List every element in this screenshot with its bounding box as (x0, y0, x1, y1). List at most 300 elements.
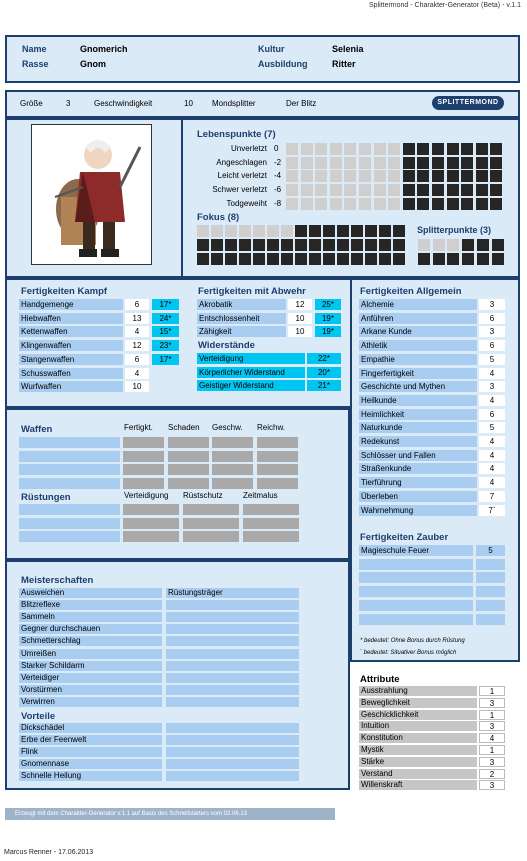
magic-skill-value[interactable] (476, 614, 505, 625)
health-box[interactable] (359, 198, 371, 210)
armor-stat-cell[interactable] (123, 504, 179, 515)
health-box[interactable] (432, 170, 444, 182)
armor-stat-cell[interactable] (183, 531, 239, 542)
weapon-stat-cell[interactable] (123, 451, 164, 462)
training-value: Ritter (332, 59, 356, 69)
mastery-item-right[interactable] (166, 636, 299, 646)
combat-skill-name: Kettenwaffen (19, 326, 123, 337)
health-box[interactable] (403, 170, 415, 182)
health-box[interactable] (286, 143, 298, 155)
advantage-empty[interactable] (166, 747, 299, 757)
health-box[interactable] (315, 143, 327, 155)
combat-skill-value: 24* (152, 313, 179, 324)
general-skill-value: 6 (479, 340, 505, 351)
mastery-item-left: Umreißen (19, 649, 162, 659)
health-level-label: Schwer verletzt (212, 185, 267, 195)
armor-name-cell[interactable] (19, 531, 120, 542)
armor-stat-cell[interactable] (183, 504, 239, 515)
weapon-stat-cell[interactable] (168, 437, 209, 448)
attribute-name: Verstand (359, 769, 477, 779)
focus-box[interactable] (197, 253, 209, 265)
focus-box[interactable] (379, 239, 391, 251)
focus-box[interactable] (225, 239, 237, 251)
magic-skill-name[interactable] (359, 559, 473, 570)
health-box[interactable] (432, 198, 444, 210)
health-box[interactable] (301, 157, 313, 169)
defense-skill-name: Zähigkeit (197, 326, 286, 337)
health-box[interactable] (403, 157, 415, 169)
splitter-box[interactable] (492, 239, 504, 251)
health-box[interactable] (374, 170, 386, 182)
weapon-stat-cell[interactable] (257, 478, 298, 489)
splitter-box[interactable] (418, 239, 430, 251)
weapon-stat-cell[interactable] (168, 451, 209, 462)
focus-box[interactable] (267, 239, 279, 251)
health-box[interactable] (490, 170, 502, 182)
general-skill-value: 6 (479, 409, 505, 420)
health-box[interactable] (374, 198, 386, 210)
focus-box[interactable] (197, 239, 209, 251)
focus-box[interactable] (365, 225, 377, 237)
splitter-box[interactable] (447, 239, 459, 251)
weapon-col-reach: Reichw. (257, 423, 286, 432)
defense-skill-points: 10 (288, 326, 312, 337)
focus-box[interactable] (295, 253, 307, 265)
combat-skill-points: 10 (125, 381, 149, 392)
focus-box[interactable] (379, 225, 391, 237)
weapon-stat-cell[interactable] (123, 464, 164, 475)
health-box[interactable] (490, 157, 502, 169)
health-box[interactable] (315, 198, 327, 210)
combat-skill-value: 23* (152, 340, 179, 351)
armor-col-protection: Rüstschutz (183, 491, 223, 500)
focus-box[interactable] (351, 253, 363, 265)
combat-skill-name: Stangenwaffen (19, 354, 123, 365)
health-level-label: Angeschlagen (216, 157, 267, 167)
mastery-item-right[interactable] (166, 673, 299, 683)
focus-box[interactable] (225, 253, 237, 265)
health-box[interactable] (490, 184, 502, 196)
health-box[interactable] (447, 184, 459, 196)
defense-skill-name: Akrobatik (197, 299, 286, 310)
mastery-item-left: Sammeln (19, 612, 162, 622)
health-box[interactable] (315, 184, 327, 196)
defense-skill-points: 12 (288, 299, 312, 310)
general-skill-value: 4 (479, 477, 505, 488)
health-box[interactable] (476, 170, 488, 182)
moon-label: Mondsplitter (212, 99, 256, 108)
health-box[interactable] (286, 157, 298, 169)
advantage-empty[interactable] (166, 759, 299, 769)
magic-skill-value[interactable] (476, 559, 505, 570)
attribute-name: Mystik (359, 745, 477, 755)
armor-stat-cell[interactable] (183, 518, 239, 529)
health-box[interactable] (476, 157, 488, 169)
health-box[interactable] (461, 184, 473, 196)
health-box[interactable] (301, 143, 313, 155)
health-box[interactable] (403, 198, 415, 210)
weapon-stat-cell[interactable] (212, 437, 253, 448)
focus-box[interactable] (211, 225, 223, 237)
focus-box[interactable] (295, 225, 307, 237)
health-box[interactable] (461, 157, 473, 169)
weapon-stat-cell[interactable] (168, 464, 209, 475)
armor-col-penalty: Zeitmalus (243, 491, 278, 500)
health-box[interactable] (417, 170, 429, 182)
health-box[interactable] (461, 198, 473, 210)
focus-box[interactable] (253, 239, 265, 251)
health-box[interactable] (432, 157, 444, 169)
focus-box[interactable] (351, 239, 363, 251)
attribute-name: Intuition (359, 721, 477, 731)
health-box[interactable] (403, 184, 415, 196)
size-value: 3 (66, 99, 71, 108)
armor-title: Rüstungen (21, 492, 71, 503)
magic-skill-value[interactable] (476, 600, 505, 611)
health-box[interactable] (490, 198, 502, 210)
mastery-title: Meisterschaften (21, 575, 94, 586)
health-box[interactable] (301, 184, 313, 196)
weapon-name-cell[interactable] (19, 437, 120, 448)
advantages-title: Vorteile (21, 711, 56, 722)
resist-name: Verteidigung (197, 353, 305, 364)
weapon-stat-cell[interactable] (212, 464, 253, 475)
mastery-item-left: Starker Schildarm (19, 661, 162, 671)
name-label: Name (22, 44, 47, 54)
training-label: Ausbildung (258, 59, 308, 69)
splitter-box[interactable] (492, 253, 504, 265)
armor-stat-cell[interactable] (123, 531, 179, 542)
health-box[interactable] (476, 143, 488, 155)
health-box[interactable] (301, 170, 313, 182)
armor-stat-cell[interactable] (243, 504, 299, 515)
combat-skill-points: 6 (125, 299, 149, 310)
general-skill-value: 3 (479, 299, 505, 310)
general-skill-name: Schlösser und Fallen (359, 450, 477, 461)
splitter-box[interactable] (462, 253, 474, 265)
general-skill-name: Empathie (359, 354, 477, 365)
focus-box[interactable] (337, 225, 349, 237)
weapon-stat-cell[interactable] (257, 451, 298, 462)
focus-box[interactable] (211, 239, 223, 251)
focus-box[interactable] (239, 239, 251, 251)
advantage-item: Gnomennase (19, 759, 162, 769)
health-box[interactable] (286, 184, 298, 196)
mastery-item-right[interactable] (166, 612, 299, 622)
magic-skill-name: Magieschule Feuer (359, 545, 473, 556)
general-skill-name: Geschichte und Mythen (359, 381, 477, 392)
general-skill-value: 3 (479, 326, 505, 337)
splitter-box[interactable] (462, 239, 474, 251)
mastery-item-right[interactable] (166, 697, 299, 707)
resist-value: 21* (307, 380, 341, 391)
health-box[interactable] (359, 184, 371, 196)
magic-skill-name[interactable] (359, 586, 473, 597)
health-box[interactable] (388, 170, 400, 182)
combat-skill-points: 4 (125, 368, 149, 379)
focus-box[interactable] (309, 253, 321, 265)
weapon-col-skill: Fertigkt. (124, 423, 153, 432)
health-box[interactable] (476, 184, 488, 196)
weapon-stat-cell[interactable] (168, 478, 209, 489)
mastery-item-right[interactable] (166, 600, 299, 610)
focus-box[interactable] (351, 225, 363, 237)
health-box[interactable] (476, 198, 488, 210)
defense-title: Fertigkeiten mit Abwehr (198, 286, 306, 297)
health-box[interactable] (461, 143, 473, 155)
health-level-modifier: 0 (274, 144, 279, 153)
general-skill-value: 5 (479, 422, 505, 433)
general-skill-name: Straßenkunde (359, 463, 477, 474)
health-box[interactable] (388, 184, 400, 196)
focus-box[interactable] (393, 225, 405, 237)
focus-box[interactable] (267, 253, 279, 265)
weapon-stat-cell[interactable] (123, 478, 164, 489)
mastery-item-left: Vorstürmen (19, 685, 162, 695)
magic-skill-name[interactable] (359, 572, 473, 583)
health-box[interactable] (344, 198, 356, 210)
mastery-item-left: Blitzreflexe (19, 600, 162, 610)
splitter-box[interactable] (447, 253, 459, 265)
magic-skill-name[interactable] (359, 600, 473, 611)
general-skill-value: 4 (479, 450, 505, 461)
health-box[interactable] (330, 198, 342, 210)
focus-box[interactable] (211, 253, 223, 265)
combat-skill-value: 17* (152, 354, 179, 365)
health-box[interactable] (388, 157, 400, 169)
health-box[interactable] (286, 198, 298, 210)
health-box[interactable] (490, 143, 502, 155)
health-box[interactable] (330, 184, 342, 196)
health-box[interactable] (447, 143, 459, 155)
focus-box[interactable] (253, 225, 265, 237)
general-skill-value: 4 (479, 463, 505, 474)
health-box[interactable] (374, 157, 386, 169)
note-rule-star: * bedeutet: Ohne Bonus durch Rüstung (360, 638, 465, 644)
focus-box[interactable] (253, 253, 265, 265)
health-box[interactable] (403, 143, 415, 155)
combat-skill-points: 12 (125, 340, 149, 351)
health-level-modifier: -4 (274, 171, 282, 181)
combat-skill-points: 4 (125, 326, 149, 337)
mastery-item-left: Schmetterschlag (19, 636, 162, 646)
health-box[interactable] (417, 184, 429, 196)
focus-box[interactable] (337, 239, 349, 251)
focus-box[interactable] (309, 225, 321, 237)
resist-value: 20* (307, 367, 341, 378)
health-level-label: Leicht verletzt (217, 171, 267, 181)
health-box[interactable] (388, 143, 400, 155)
attribute-name: Konstitution (359, 733, 477, 743)
splitter-box[interactable] (418, 253, 430, 265)
health-box[interactable] (417, 198, 429, 210)
attribute-value: 1 (479, 686, 505, 696)
general-skill-name: Heilkunde (359, 395, 477, 406)
health-box[interactable] (359, 157, 371, 169)
weapon-stat-cell[interactable] (257, 437, 298, 448)
health-box[interactable] (417, 143, 429, 155)
health-box[interactable] (330, 170, 342, 182)
armor-stat-cell[interactable] (243, 518, 299, 529)
culture-value: Selenia (332, 44, 364, 54)
focus-box[interactable] (323, 225, 335, 237)
focus-box[interactable] (281, 239, 293, 251)
combat-skill-points: 13 (125, 313, 149, 324)
focus-box[interactable] (379, 253, 391, 265)
weapon-stat-cell[interactable] (123, 437, 164, 448)
health-box[interactable] (330, 143, 342, 155)
weapon-name-cell[interactable] (19, 478, 120, 489)
weapon-stat-cell[interactable] (212, 478, 253, 489)
general-skill-name: Wahrnehmung (359, 505, 477, 516)
health-box[interactable] (374, 143, 386, 155)
advantage-item: Erbe der Feenwelt (19, 735, 162, 745)
combat-skill-name: Handgemenge (19, 299, 123, 310)
name-value: Gnomerich (80, 44, 128, 54)
health-box[interactable] (330, 157, 342, 169)
weapon-stat-cell[interactable] (257, 464, 298, 475)
general-skill-name: Naturkunde (359, 422, 477, 433)
magic-skill-value[interactable] (476, 572, 505, 583)
advantage-empty[interactable] (166, 723, 299, 733)
focus-box[interactable] (393, 239, 405, 251)
combat-skill-name: Hiebwaffen (19, 313, 123, 324)
health-title: Lebenspunkte (7) (197, 129, 276, 140)
mastery-item-right[interactable] (166, 649, 299, 659)
attribute-value: 1 (479, 745, 505, 755)
magic-title: Fertigkeiten Zauber (360, 532, 449, 543)
combat-skill-name: Schusswaffen (19, 368, 123, 379)
defense-skill-value: 19* (315, 313, 341, 324)
race-label: Rasse (22, 59, 49, 69)
focus-box[interactable] (281, 253, 293, 265)
focus-box[interactable] (393, 253, 405, 265)
advantage-empty[interactable] (166, 735, 299, 745)
health-box[interactable] (388, 198, 400, 210)
general-skill-name: Anführen (359, 313, 477, 324)
mastery-item-right[interactable] (166, 661, 299, 671)
focus-box[interactable] (323, 239, 335, 251)
weapon-stat-cell[interactable] (212, 451, 253, 462)
combat-title: Fertigkeiten Kampf (21, 286, 108, 297)
attribute-value: 3 (479, 698, 505, 708)
focus-box[interactable] (225, 225, 237, 237)
weapon-name-cell[interactable] (19, 464, 120, 475)
health-level-label: Todgeweiht (226, 198, 267, 208)
splitter-box[interactable] (433, 239, 445, 251)
health-box[interactable] (374, 184, 386, 196)
weapons-title: Waffen (21, 424, 53, 435)
focus-box[interactable] (365, 239, 377, 251)
resist-name: Körperlicher Widerstand (197, 367, 305, 378)
combat-skill-name: Klingenwaffen (19, 340, 123, 351)
focus-box[interactable] (365, 253, 377, 265)
splitter-box[interactable] (477, 239, 489, 251)
combat-skill-name: Wurfwaffen (19, 381, 123, 392)
mastery-item-left: Gegner durchschauen (19, 624, 162, 634)
health-box[interactable] (359, 143, 371, 155)
focus-box[interactable] (309, 239, 321, 251)
attribute-value: 2 (479, 769, 505, 779)
health-box[interactable] (301, 198, 313, 210)
race-value: Gnom (80, 59, 106, 69)
health-box[interactable] (344, 157, 356, 169)
health-level-modifier: -2 (274, 157, 282, 167)
focus-box[interactable] (197, 225, 209, 237)
general-skill-value: 7` (479, 505, 505, 516)
health-box[interactable] (286, 170, 298, 182)
splittermond-logo: SPLITTERMOND (432, 96, 504, 110)
armor-stat-cell[interactable] (123, 518, 179, 529)
attribute-name: Ausstrahlung (359, 686, 477, 696)
general-skill-name: Heimlichkeit (359, 409, 477, 420)
mastery-item-right[interactable] (166, 685, 299, 695)
health-box[interactable] (344, 143, 356, 155)
health-box[interactable] (417, 157, 429, 169)
focus-box[interactable] (295, 239, 307, 251)
combat-skill-value: 15* (152, 326, 179, 337)
character-portrait (35, 127, 148, 262)
health-box[interactable] (432, 184, 444, 196)
armor-name-cell[interactable] (19, 504, 120, 515)
weapon-name-cell[interactable] (19, 451, 120, 462)
mastery-item-right[interactable] (166, 624, 299, 634)
focus-box[interactable] (281, 225, 293, 237)
attribute-value: 3 (479, 721, 505, 731)
general-skill-name: Arkane Kunde (359, 326, 477, 337)
app-title: Splittermond - Charakter-Generator (Beta) - v.1.1 (369, 2, 521, 9)
note-rule-tick: ` bedeutet: Situativer Bonus möglich (360, 650, 457, 656)
health-box[interactable] (344, 170, 356, 182)
mastery-item-left: Verwirren (19, 697, 162, 707)
attributes-title: Attribute (360, 674, 400, 685)
focus-box[interactable] (267, 225, 279, 237)
generator-note: Erzeugt mit dem Charakter-Generator v.1.1 auf Basis des Schnellstarters vom 02.06.13 (5, 808, 335, 820)
health-box[interactable] (447, 157, 459, 169)
defense-skill-value: 25* (315, 299, 341, 310)
general-skill-value: 7 (479, 491, 505, 502)
general-skill-name: Überleben (359, 491, 477, 502)
mastery-item-left: Ausweichen (19, 588, 162, 598)
focus-box[interactable] (337, 253, 349, 265)
health-box[interactable] (315, 157, 327, 169)
general-skill-value: 4 (479, 368, 505, 379)
splitter-box[interactable] (477, 253, 489, 265)
weapon-col-damage: Schaden (168, 423, 200, 432)
defense-skill-name: Entschlossenheit (197, 313, 286, 324)
health-box[interactable] (447, 170, 459, 182)
focus-box[interactable] (239, 225, 251, 237)
armor-stat-cell[interactable] (243, 531, 299, 542)
general-skill-name: Tierführung (359, 477, 477, 488)
focus-box[interactable] (323, 253, 335, 265)
armor-name-cell[interactable] (19, 518, 120, 529)
splitter-box[interactable] (433, 253, 445, 265)
health-box[interactable] (344, 184, 356, 196)
health-box[interactable] (432, 143, 444, 155)
health-box[interactable] (447, 198, 459, 210)
health-box[interactable] (359, 170, 371, 182)
defense-skill-value: 19* (315, 326, 341, 337)
magic-skill-name[interactable] (359, 614, 473, 625)
focus-box[interactable] (239, 253, 251, 265)
health-box[interactable] (315, 170, 327, 182)
health-level-modifier: -8 (274, 198, 282, 208)
magic-skill-value[interactable] (476, 586, 505, 597)
health-box[interactable] (461, 170, 473, 182)
advantage-empty[interactable] (166, 771, 299, 781)
splitter-title: Splitterpunkte (3) (417, 225, 492, 235)
